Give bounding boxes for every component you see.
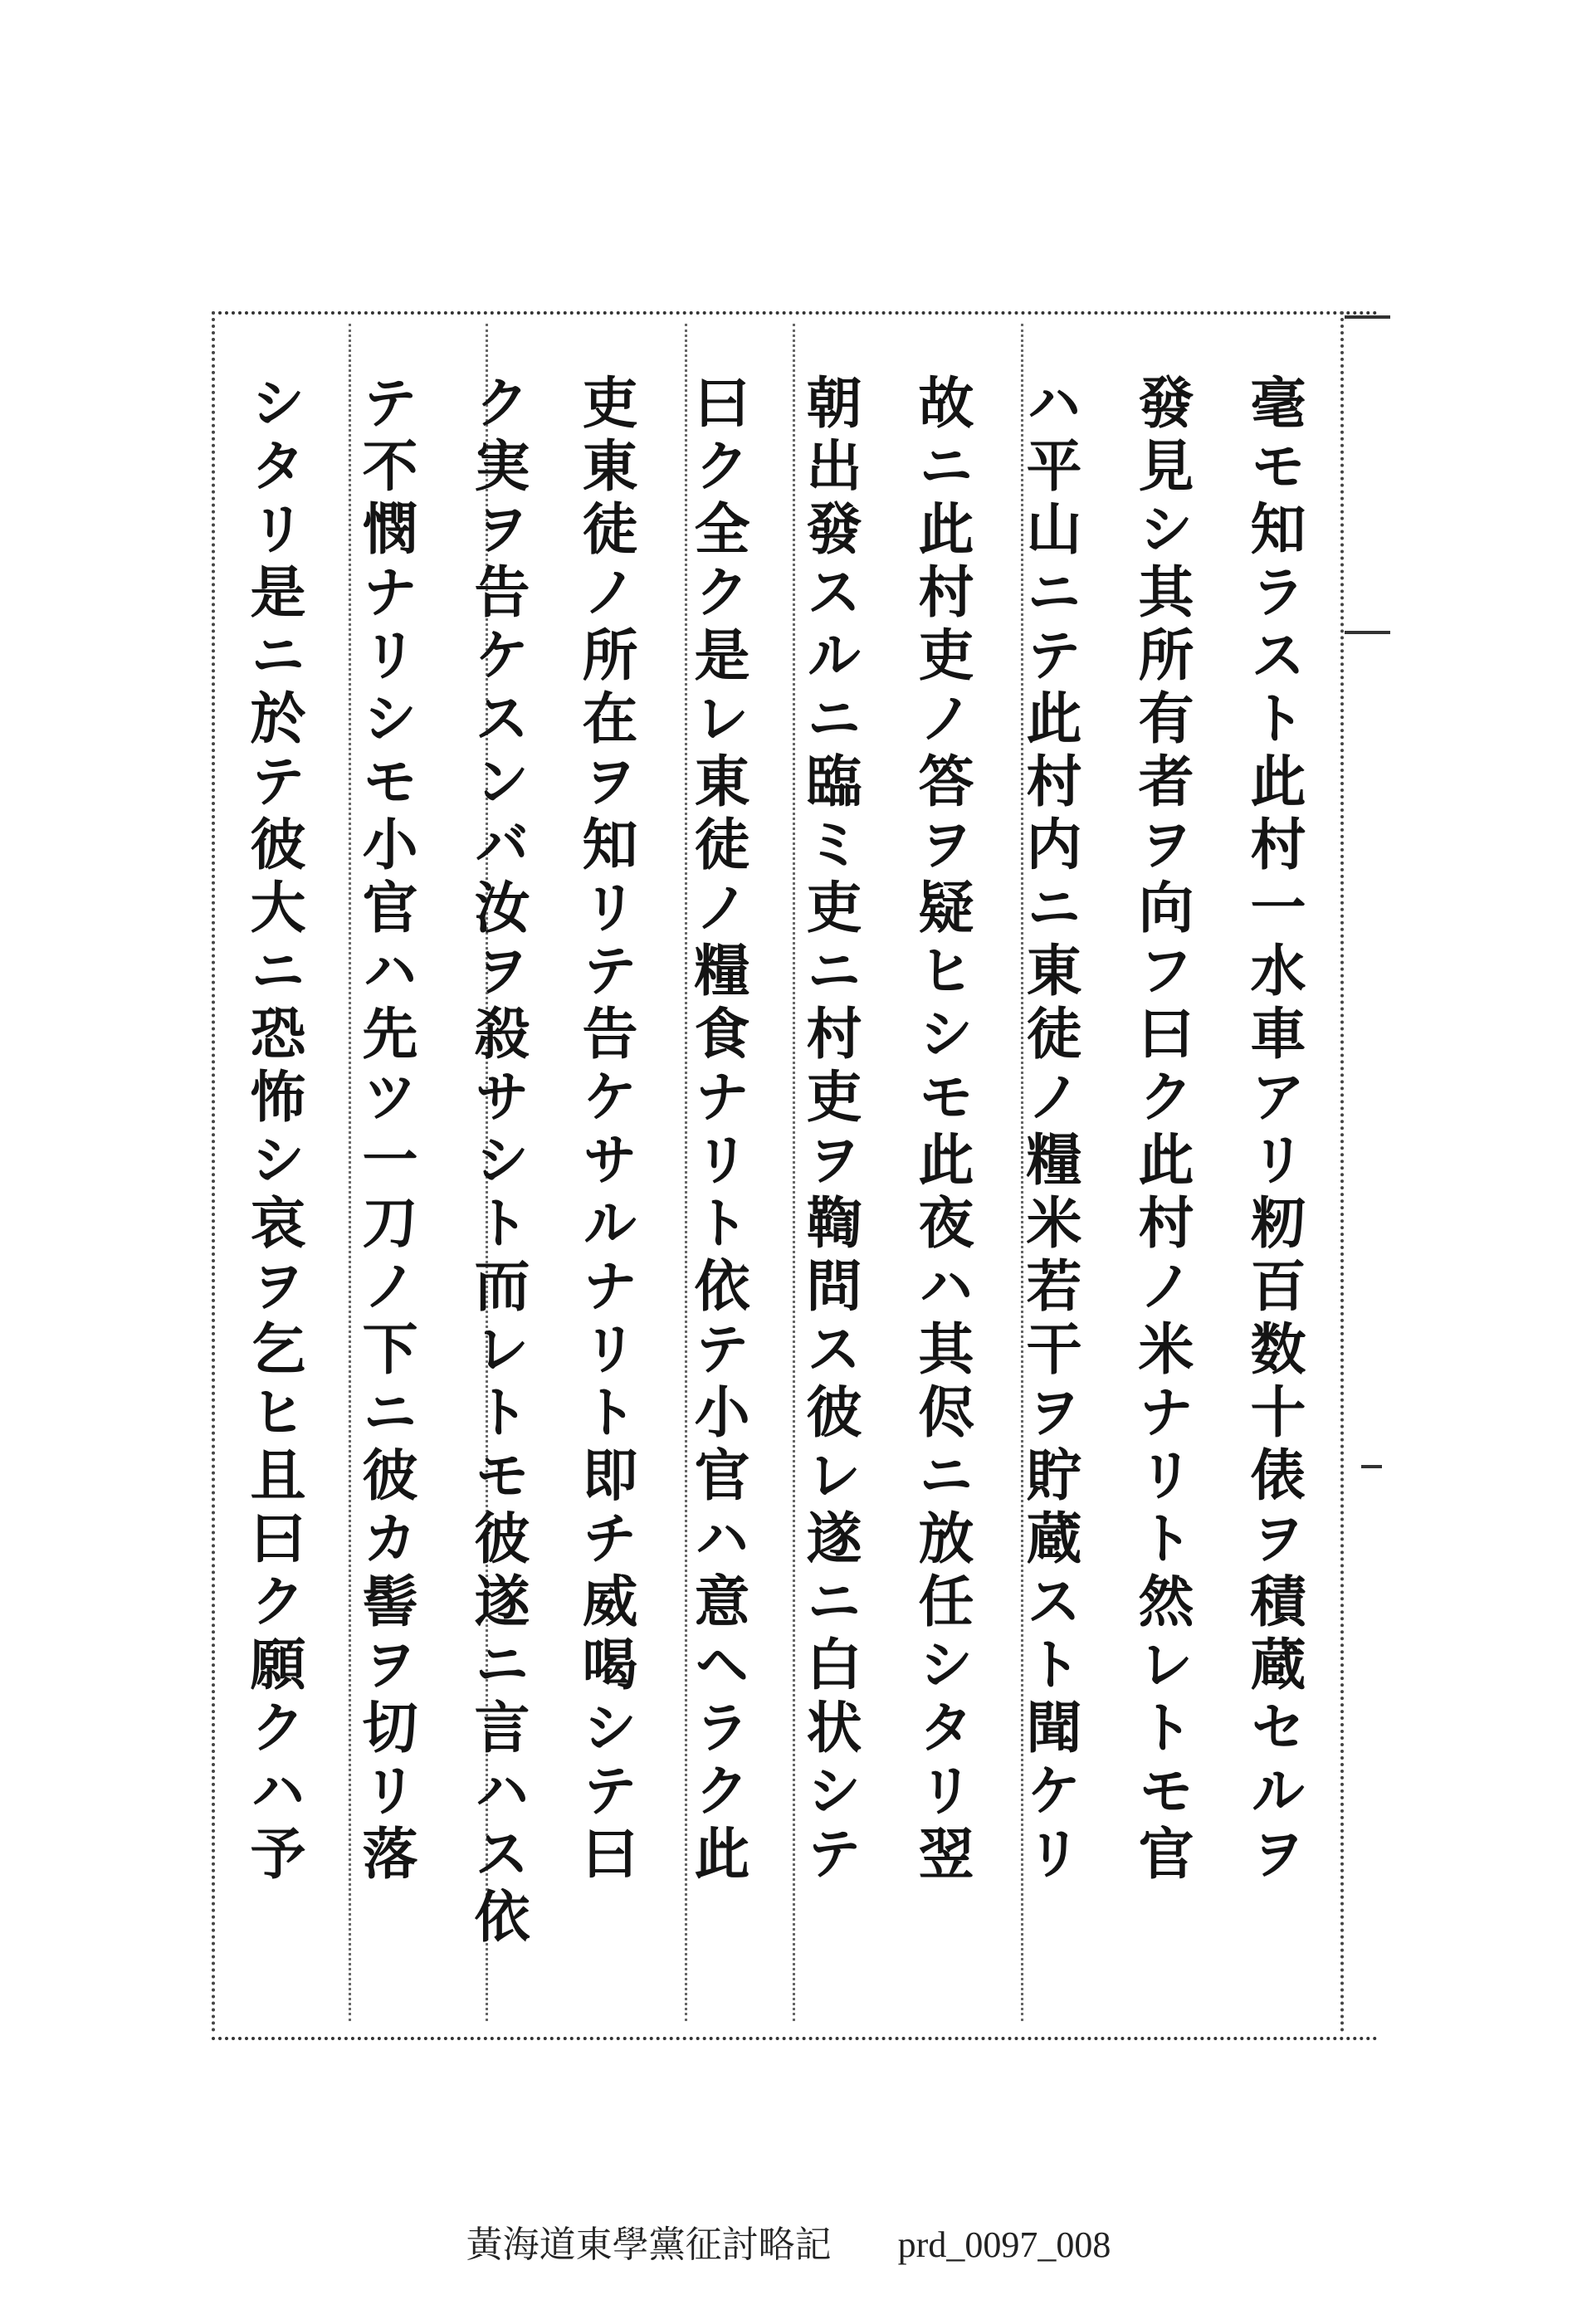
text-column-5: 朝出發スルニ臨ミ吏ニ村吏ヲ鞫問ス彼レ遂ニ白状シテ <box>798 374 863 1887</box>
footer-code: prd_0097_008 <box>897 2224 1111 2265</box>
text-column-7: 吏東徒ノ所在ヲ知リテ告ケサルナリト即チ威喝シテ曰 <box>574 374 639 1887</box>
margin-mark <box>1345 315 1390 319</box>
text-column-6: 曰ク全ク是レ東徒ノ糧食ナリト依テ小官ハ意ヘラク此 <box>686 374 751 1887</box>
page-footer <box>0 2214 1577 2268</box>
text-column-3: ハ平山ニテ此村内ニ東徒ノ糧米若干ヲ貯蔵スト聞ケリ <box>1018 374 1083 1887</box>
frame-right-rule <box>1340 311 1344 2034</box>
text-column-9: テ不憫ナリシモ小官ハ先ツ一刀ノ下ニ彼カ髻ヲ切リ落 <box>354 374 419 1887</box>
text-column-4: 故ニ此村吏ノ答ヲ疑ヒシモ此夜ハ其侭ニ放任シタリ翌 <box>910 374 975 1887</box>
text-column-2: 發見シ其所有者ヲ向フ曰ク此村ノ米ナリト然レトモ官 <box>1130 374 1195 1887</box>
text-column-8: ク実ヲ告ケスンバ汝ヲ殺サシト而レトモ彼遂ニ言ハス依 <box>466 374 531 1950</box>
margin-mark <box>1345 631 1390 634</box>
text-column-1: 毫モ知ラスト此村一水車アリ籾百数十俵ヲ積蔵セルヲ <box>1242 374 1307 1887</box>
footer-title: 黃海道東學黨征討略記 <box>466 2224 832 2265</box>
margin-mark <box>1361 1465 1382 1468</box>
text-column-10: シタリ是ニ於テ彼大ニ恐怖シ哀ヲ乞ヒ且曰ク願クハ予 <box>242 374 307 1887</box>
